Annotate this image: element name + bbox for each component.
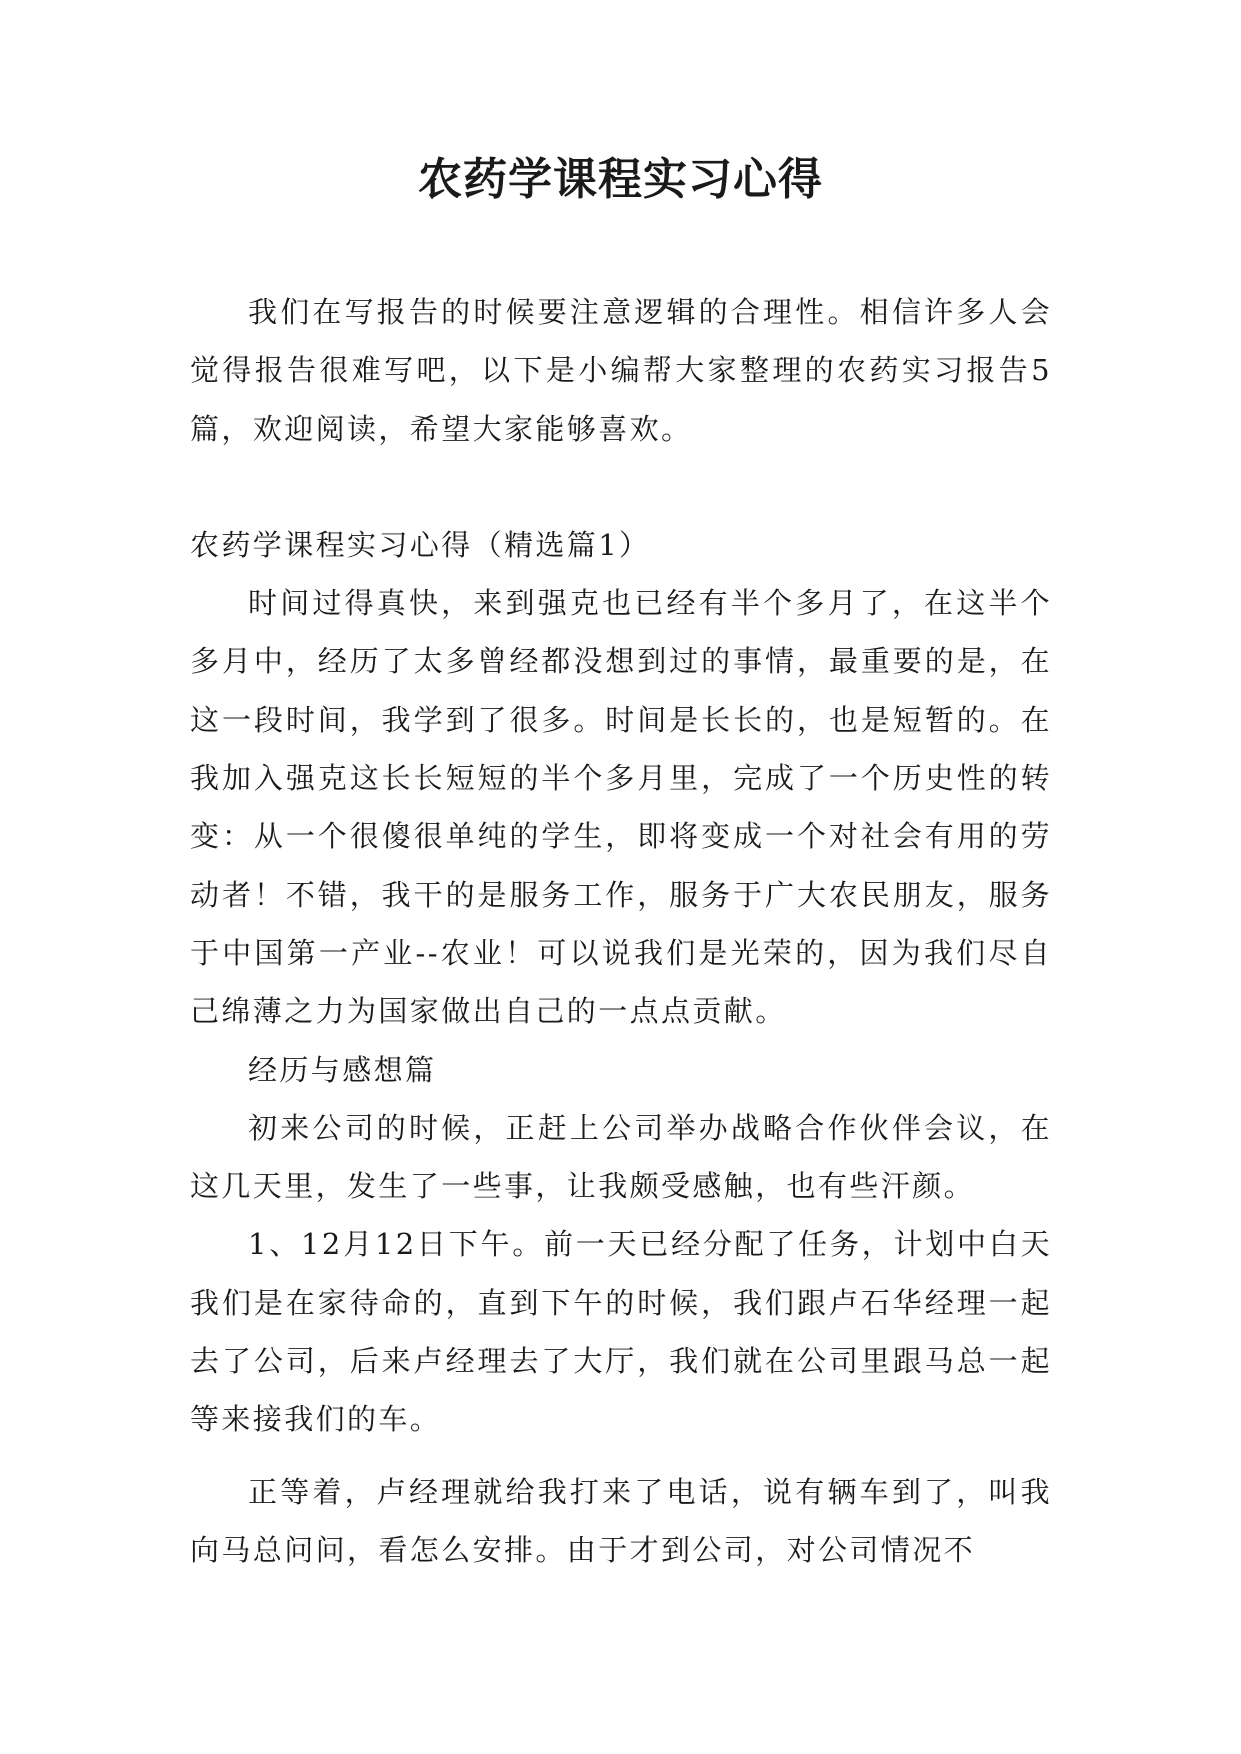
body-paragraph-3: 1、12月12日下午。前一天已经分配了任务，计划中白天我们是在家待命的，直到下午的时候，我们跟卢石华经理一起去了公司，后来卢经理去了大厅，我们就在公司里跟马总一起等来接我们的车。 [190, 1227, 1052, 1437]
subheading-paragraph: 经历与感想篇 [248, 1052, 437, 1087]
body-paragraph-4: 正等着，卢经理就给我打来了电话，说有辆车到了，叫我向马总问问，看怎么安排。由于才到公司，对公司情况不 [190, 1474, 1052, 1567]
intro-paragraph: 我们在写报告的时候要注意逻辑的合理性。相信许多人会觉得报告很难写吧，以下是小编帮大家整理的农药实习报告5篇，欢迎阅读，希望大家能够喜欢。 [190, 295, 1052, 446]
body-paragraph-2: 初来公司的时候，正赶上公司举办战略合作伙伴会议，在这几天里，发生了一些事，让我颇受感触，也有些汗颜。 [190, 1110, 1052, 1204]
document-body [190, 283, 1052, 1579]
document-title: 农药学课程实习心得 [418, 154, 823, 205]
section-heading: 农药学课程实习心得（精选篇1） [190, 527, 651, 562]
body-paragraph-1: 时间过得真快，来到强克也已经有半个多月了，在这半个多月中，经历了太多曾经都没想到过的事情，最重要的是，在这一段时间，我学到了很多。时间是长长的，也是短暂的。在我加入强克这长长短短的半个多月里，完成了一个历史性的转变：从一个很傻很单纯的学生，即将变成一个对社会有用的劳动者！不错，我干的是服务工作，服务于广大农民朋友，服务于中国第一产业--农业！可以说我们是光荣的，因为我们尽自己绵薄之力为国家做出自己的一点点贡献。 [190, 586, 1052, 1029]
